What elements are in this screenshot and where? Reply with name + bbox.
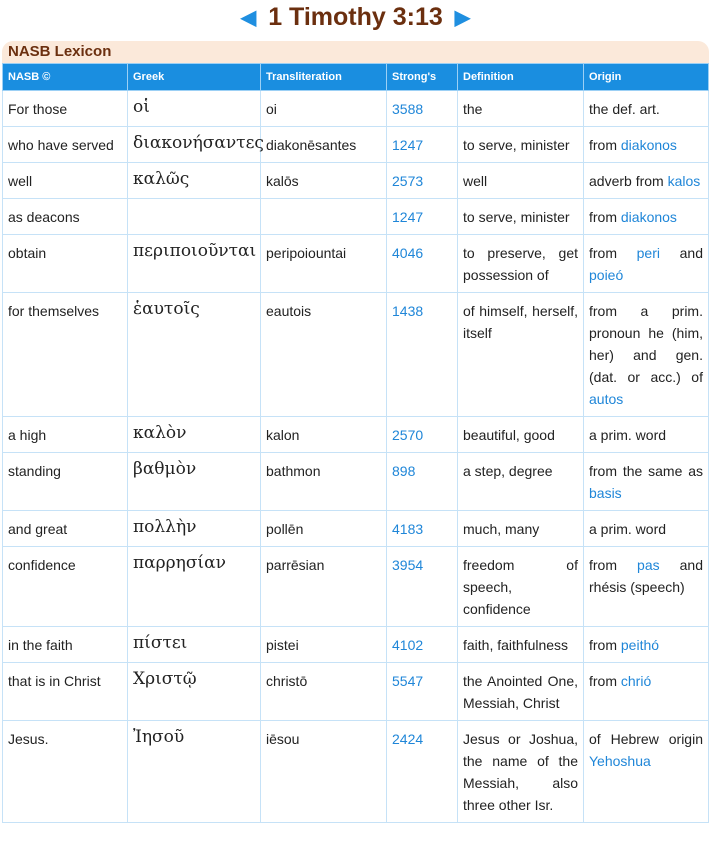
greek-cell: παρρησίαν	[128, 547, 261, 627]
strongs-cell	[387, 127, 458, 163]
nasb-cell: confidence	[3, 547, 128, 627]
origin-cell	[584, 163, 709, 199]
definition-cell: to preserve, get possession of	[458, 235, 584, 293]
table-row	[3, 721, 709, 823]
origin-link[interactable]: basis	[589, 485, 622, 501]
greek-cell: Χριστῷ	[128, 663, 261, 721]
transliteration-cell: iēsou	[261, 721, 387, 823]
strongs-link[interactable]: 5547	[392, 673, 424, 689]
transliteration-cell: parrēsian	[261, 547, 387, 627]
definition-cell: much, many	[458, 511, 584, 547]
origin-cell	[584, 235, 709, 293]
origin-text: from	[589, 637, 621, 653]
table-header-row	[3, 64, 709, 91]
strongs-cell	[387, 453, 458, 511]
strongs-cell	[387, 663, 458, 721]
origin-text: from	[589, 245, 637, 261]
definition-cell: the	[458, 91, 584, 127]
origin-link[interactable]: peri	[636, 245, 660, 261]
table-row	[3, 453, 709, 511]
origin-link[interactable]: peithó	[620, 637, 660, 653]
transliteration-cell: pistei	[261, 627, 387, 663]
origin-link[interactable]: Yehoshua	[589, 753, 651, 769]
strongs-cell	[387, 511, 458, 547]
strongs-link[interactable]: 1247	[392, 209, 424, 225]
nasb-cell: in the faith	[3, 627, 128, 663]
definition-cell: to serve, minister	[458, 127, 584, 163]
origin-link[interactable]: poieó	[589, 267, 624, 283]
strongs-link[interactable]: 2573	[392, 173, 424, 189]
origin-text: and rhésis (speech)	[589, 557, 707, 595]
origin-cell	[584, 627, 709, 663]
transliteration-cell: bathmon	[261, 453, 387, 511]
greek-cell: πολλὴν	[128, 511, 261, 547]
transliteration-cell: oi	[261, 91, 387, 127]
table-row	[3, 127, 709, 163]
origin-link[interactable]: diakonos	[620, 209, 677, 225]
strongs-link[interactable]: 4046	[392, 245, 424, 261]
transliteration-cell: diakonēsantes	[261, 127, 387, 163]
greek-cell: περιποιοῦνται	[128, 235, 261, 293]
strongs-link[interactable]: 898	[392, 463, 416, 479]
column-header-definition: Definition	[458, 64, 584, 91]
nasb-cell: obtain	[3, 235, 128, 293]
table-row	[3, 293, 709, 417]
definition-cell: a step, degree	[458, 453, 584, 511]
section-title: NASB Lexicon	[2, 41, 709, 63]
definition-cell: of himself, herself, itself	[458, 293, 584, 417]
greek-cell: διακονήσαντες	[128, 127, 261, 163]
origin-text: a prim. word	[589, 521, 667, 537]
column-header-nasb: NASB ©	[3, 64, 128, 91]
definition-cell: Jesus or Joshua, the name of the Messiah, also three other Isr.	[458, 721, 584, 823]
table-row	[3, 91, 709, 127]
strongs-link[interactable]: 1438	[392, 303, 424, 319]
origin-text: from a prim. pronoun he (him, her) and gen. (dat. or acc.) of	[589, 303, 707, 385]
origin-link[interactable]: kalos	[667, 173, 701, 189]
strongs-cell	[387, 163, 458, 199]
nasb-cell: Jesus.	[3, 721, 128, 823]
strongs-cell	[387, 417, 458, 453]
transliteration-cell: christō	[261, 663, 387, 721]
table-row	[3, 547, 709, 627]
definition-cell: freedom of speech, confidence	[458, 547, 584, 627]
strongs-link[interactable]: 3954	[392, 557, 424, 573]
table-row	[3, 627, 709, 663]
left-triangle-icon[interactable]: ◀	[240, 6, 257, 29]
origin-text: and	[660, 245, 707, 261]
greek-cell: βαθμὸν	[128, 453, 261, 511]
definition-cell: faith, faithfulness	[458, 627, 584, 663]
strongs-link[interactable]: 1247	[392, 137, 424, 153]
origin-text: the def. art.	[589, 101, 660, 117]
nasb-cell: who have served	[3, 127, 128, 163]
greek-cell: οἱ	[128, 91, 261, 127]
nasb-cell: standing	[3, 453, 128, 511]
origin-text: adverb from	[589, 173, 668, 189]
strongs-link[interactable]: 3588	[392, 101, 424, 117]
strongs-link[interactable]: 4102	[392, 637, 424, 653]
strongs-link[interactable]: 4183	[392, 521, 424, 537]
strongs-cell	[387, 293, 458, 417]
strongs-link[interactable]: 2570	[392, 427, 424, 443]
strongs-cell	[387, 627, 458, 663]
greek-cell: πίστει	[128, 627, 261, 663]
lexicon-table	[2, 63, 709, 823]
nasb-cell: a high	[3, 417, 128, 453]
origin-cell	[584, 127, 709, 163]
strongs-cell	[387, 91, 458, 127]
strongs-cell	[387, 721, 458, 823]
transliteration-cell: eautois	[261, 293, 387, 417]
page-title: 1 Timothy 3:13	[268, 2, 443, 31]
page-header	[0, 0, 711, 34]
column-header-strongs: Strong's	[387, 64, 458, 91]
origin-cell	[584, 453, 709, 511]
origin-text: from	[589, 673, 621, 689]
definition-cell: the Anointed One, Messiah, Christ	[458, 663, 584, 721]
strongs-cell	[387, 547, 458, 627]
transliteration-cell: kalōs	[261, 163, 387, 199]
table-row	[3, 163, 709, 199]
transliteration-cell: pollēn	[261, 511, 387, 547]
column-header-origin: Origin	[584, 64, 709, 91]
nasb-cell: well	[3, 163, 128, 199]
greek-cell	[128, 199, 261, 235]
strongs-cell	[387, 235, 458, 293]
nasb-cell: as deacons	[3, 199, 128, 235]
greek-cell: ἑαυτοῖς	[128, 293, 261, 417]
right-triangle-icon[interactable]: ▶	[454, 6, 471, 29]
transliteration-cell: kalon	[261, 417, 387, 453]
column-header-transliteration: Transliteration	[261, 64, 387, 91]
origin-cell	[584, 663, 709, 721]
origin-link[interactable]: pas	[637, 557, 660, 573]
strongs-cell	[387, 199, 458, 235]
definition-cell: well	[458, 163, 584, 199]
origin-cell	[584, 417, 709, 453]
table-row	[3, 663, 709, 721]
origin-link[interactable]: diakonos	[620, 137, 677, 153]
transliteration-cell	[261, 199, 387, 235]
strongs-link[interactable]: 2424	[392, 731, 424, 747]
origin-text: from	[589, 137, 621, 153]
origin-cell	[584, 511, 709, 547]
column-header-greek: Greek	[128, 64, 261, 91]
origin-cell	[584, 547, 709, 627]
origin-cell	[584, 91, 709, 127]
nasb-cell: for themselves	[3, 293, 128, 417]
transliteration-cell: peripoiountai	[261, 235, 387, 293]
table-row	[3, 417, 709, 453]
greek-cell: καλῶς	[128, 163, 261, 199]
origin-cell	[584, 293, 709, 417]
origin-text: of Hebrew origin	[589, 731, 707, 747]
nasb-cell: For those	[3, 91, 128, 127]
origin-text: from the same as	[589, 463, 707, 479]
greek-cell: Ἰησοῦ	[128, 721, 261, 823]
definition-cell: to serve, minister	[458, 199, 584, 235]
nasb-cell: and great	[3, 511, 128, 547]
origin-link[interactable]: chrió	[620, 673, 652, 689]
table-row	[3, 235, 709, 293]
origin-text: from	[589, 209, 621, 225]
table-row	[3, 199, 709, 235]
nasb-cell: that is in Christ	[3, 663, 128, 721]
origin-cell	[584, 199, 709, 235]
origin-link[interactable]: autos	[589, 391, 624, 407]
origin-cell	[584, 721, 709, 823]
origin-text: from	[589, 557, 638, 573]
table-row	[3, 511, 709, 547]
greek-cell: καλὸν	[128, 417, 261, 453]
definition-cell: beautiful, good	[458, 417, 584, 453]
origin-text: a prim. word	[589, 427, 667, 443]
